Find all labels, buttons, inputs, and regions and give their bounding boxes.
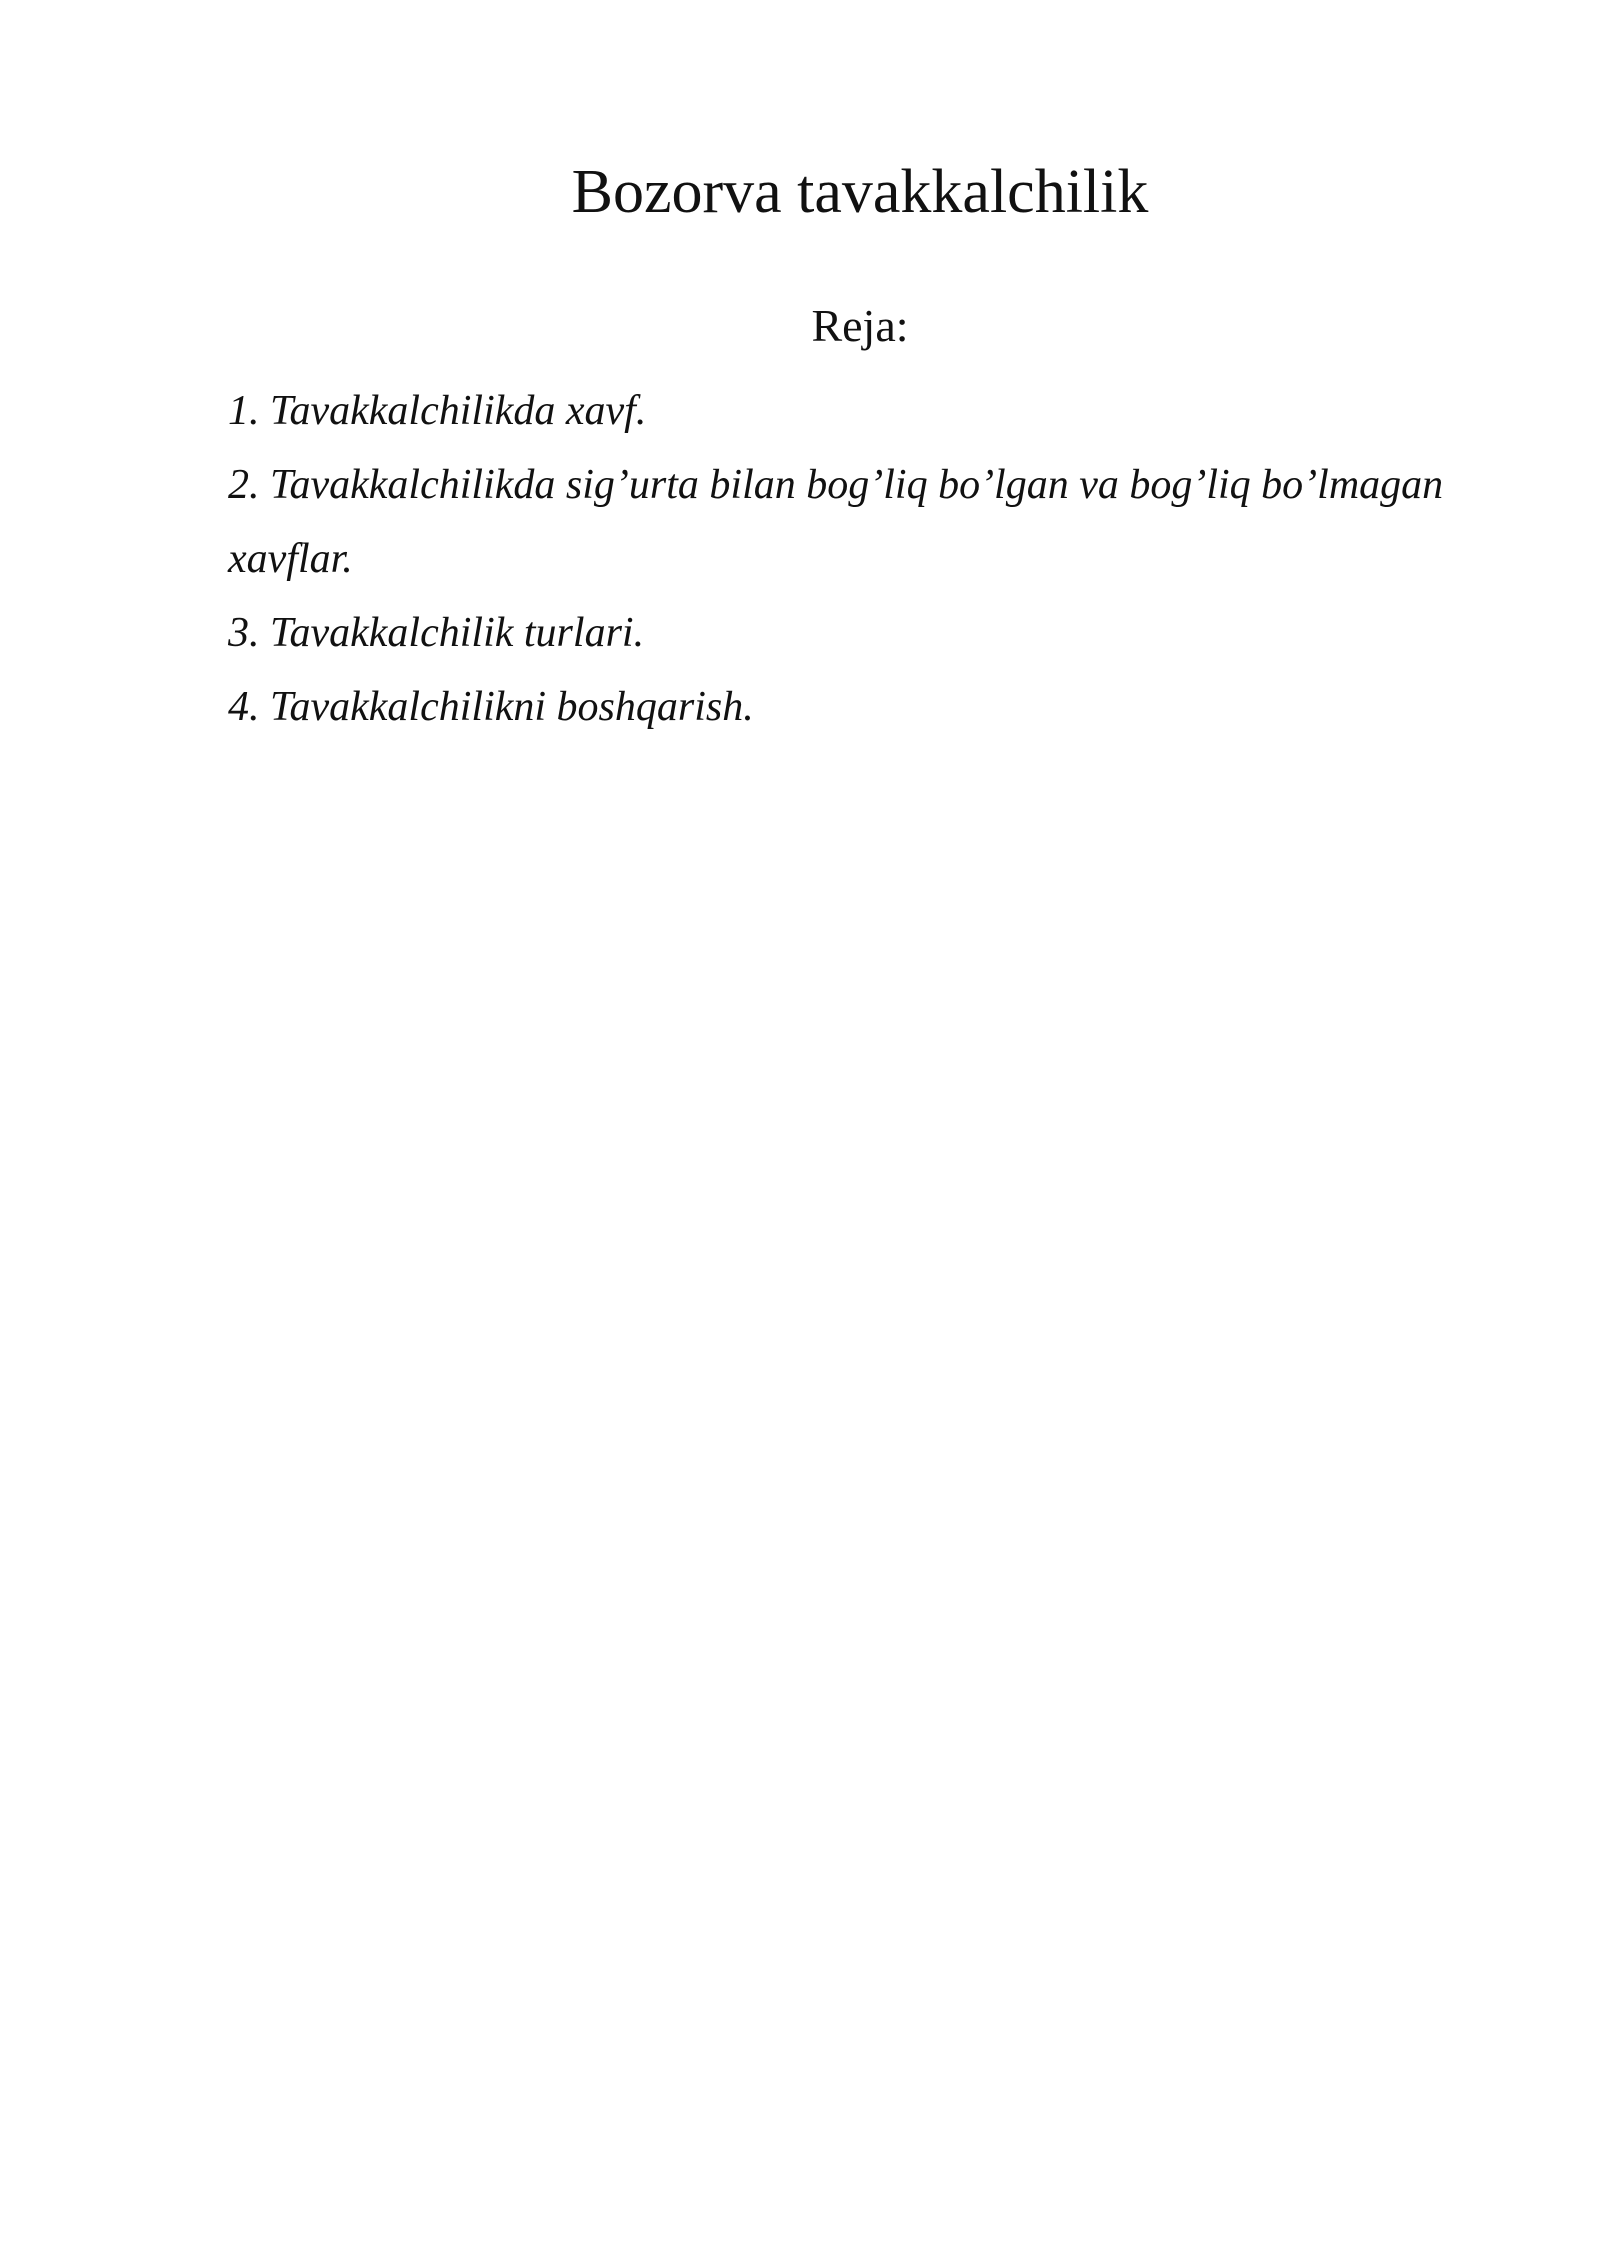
plan-item: 4. Tavakkalchilikni boshqarish. <box>228 684 754 730</box>
plan-list <box>228 374 1488 744</box>
document-title: Bozorva tavakkalchilik <box>571 158 1149 226</box>
plan-heading: Reja: <box>811 300 909 351</box>
plan-item: 3. Tavakkalchilik turlari. <box>228 610 645 656</box>
plan-item: 2. Tavakkalchilikda sig’urta bilan bog’liq bo’lgan va bog’liq bo’lmagan xavflar. <box>228 462 1444 582</box>
plan-item: 1. Tavakkalchilikda xavf. <box>228 388 647 434</box>
